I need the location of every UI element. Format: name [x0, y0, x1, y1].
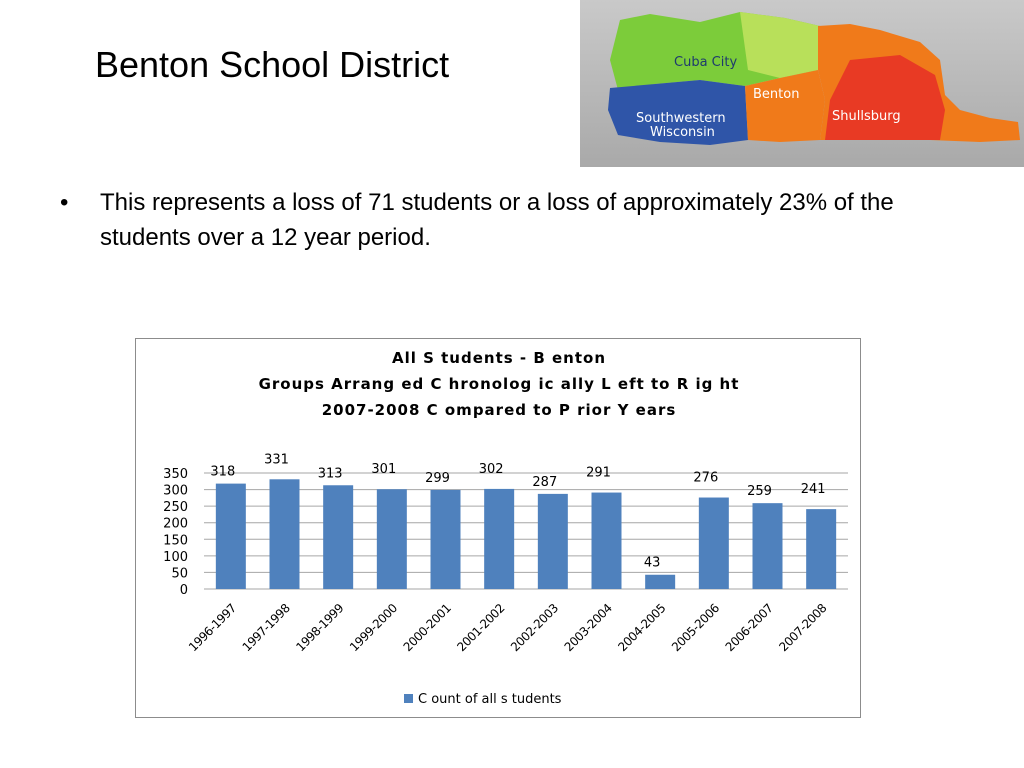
bar	[592, 493, 622, 589]
bar	[753, 503, 783, 589]
bar	[270, 479, 300, 589]
data-label: 331	[264, 452, 289, 468]
legend-swatch	[404, 694, 413, 703]
bar	[699, 498, 729, 589]
map-label-southwestern: Southwestern	[636, 111, 726, 126]
slide-title: Benton School District	[95, 44, 450, 85]
chart-title-line-2: Groups Arrang ed C hronolog ic ally L eft to R ig ht	[258, 375, 740, 393]
data-label: 291	[586, 465, 611, 481]
legend-label: C ount of all s tudents	[418, 692, 562, 707]
y-tick-label: 300	[163, 483, 188, 499]
data-label: 287	[532, 474, 558, 490]
bar	[538, 494, 568, 589]
y-tick-label: 200	[163, 516, 188, 532]
data-label: 299	[425, 470, 450, 486]
chart-title-line-3: 2007-2008 C ompared to P rior Y ears	[321, 401, 677, 419]
bar	[323, 485, 353, 589]
y-tick-label: 100	[163, 549, 188, 565]
district-map-graphic	[580, 0, 1024, 167]
x-tick-label: 2000-2001	[400, 601, 454, 655]
y-tick-label: 150	[163, 533, 188, 549]
chart-frame	[135, 338, 861, 718]
x-tick-label: 2002-2003	[507, 601, 561, 655]
bullet-symbol: •	[60, 189, 69, 216]
x-tick-label: 1997-1998	[239, 601, 293, 655]
x-tick-label: 2006-2007	[722, 601, 776, 655]
x-tick-label: 1996-1997	[185, 601, 239, 655]
x-tick-label: 1999-2000	[346, 601, 400, 655]
bar-chart	[136, 339, 860, 717]
data-label: 318	[210, 464, 236, 480]
bar	[377, 489, 407, 589]
chart-title-line-1: All S tudents - B enton	[391, 349, 606, 367]
map-region-cuba-city-light	[740, 12, 820, 78]
x-tick-label: 2005-2006	[668, 601, 722, 655]
bar	[216, 484, 246, 589]
y-tick-label: 250	[163, 500, 188, 516]
bullet-text: This represents a loss of 71 students or a loss of approximately 23% of the students over a 12 year period.	[100, 189, 894, 251]
map-label-benton: Benton	[753, 87, 800, 102]
bar	[806, 509, 836, 589]
bar	[484, 489, 514, 589]
district-map-image	[580, 0, 1024, 167]
bar	[431, 490, 461, 589]
data-label: 259	[747, 484, 772, 500]
y-tick-label: 0	[179, 583, 188, 598]
x-tick-label: 2001-2002	[454, 601, 508, 655]
data-label: 241	[800, 482, 826, 498]
map-label-wisconsin: Wisconsin	[650, 125, 715, 140]
data-label: 313	[317, 466, 343, 482]
x-tick-label: 2004-2005	[615, 601, 669, 655]
data-label: 301	[371, 462, 397, 478]
x-tick-label: 1998-1999	[293, 601, 347, 655]
data-label: 302	[478, 461, 504, 477]
y-tick-label: 50	[171, 566, 188, 582]
map-label-shullsburg: Shullsburg	[832, 109, 901, 124]
data-label: 43	[643, 555, 661, 571]
x-tick-label: 2003-2004	[561, 601, 615, 655]
map-label-cuba-city: Cuba City	[674, 55, 738, 70]
y-tick-label: 350	[163, 467, 188, 482]
x-tick-label: 2007-2008	[776, 601, 830, 655]
data-label: 276	[693, 470, 719, 486]
bar	[645, 575, 675, 589]
